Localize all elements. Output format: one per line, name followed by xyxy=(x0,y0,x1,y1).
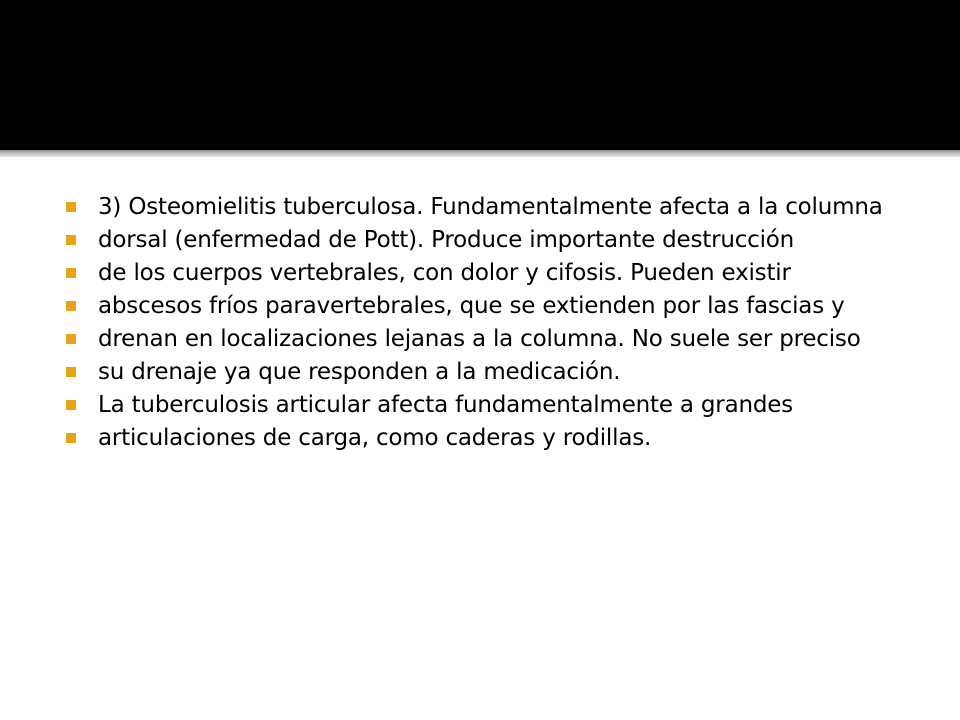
bullet-text: drenan en localizaciones lejanas a la columna. No suele ser preciso xyxy=(98,326,861,352)
orange-square-bullet-icon xyxy=(66,334,76,344)
bullet-text: abscesos fríos paravertebrales, que se extienden por las fascias y xyxy=(98,293,845,319)
bullet-item xyxy=(64,392,924,419)
bullet-item xyxy=(64,227,924,254)
bullet-item xyxy=(64,260,924,287)
orange-square-bullet-icon xyxy=(66,202,76,212)
bullet-item xyxy=(64,425,924,452)
bullet-text: dorsal (enfermedad de Pott). Produce importante destrucción xyxy=(98,227,795,253)
orange-square-bullet-icon xyxy=(66,235,76,245)
bullet-item xyxy=(64,194,924,221)
bullet-text: articulaciones de carga, como caderas y rodillas. xyxy=(98,425,652,451)
title-divider xyxy=(0,150,960,157)
bullet-text: su drenaje ya que responden a la medicación. xyxy=(98,359,621,385)
bullet-list xyxy=(64,194,924,458)
orange-square-bullet-icon xyxy=(66,400,76,410)
orange-square-bullet-icon xyxy=(66,268,76,278)
title-band xyxy=(0,0,960,150)
slide-content xyxy=(0,157,960,720)
bullet-item xyxy=(64,293,924,320)
bullet-item xyxy=(64,359,924,386)
bullet-text: La tuberculosis articular afecta fundamentalmente a grandes xyxy=(98,392,793,418)
bullet-text: de los cuerpos vertebrales, con dolor y cifosis. Pueden existir xyxy=(98,260,791,286)
orange-square-bullet-icon xyxy=(66,367,76,377)
orange-square-bullet-icon xyxy=(66,301,76,311)
bullet-item xyxy=(64,326,924,353)
bullet-text: 3) Osteomielitis tuberculosa. Fundamentalmente afecta a la columna xyxy=(98,194,883,220)
orange-square-bullet-icon xyxy=(66,433,76,443)
